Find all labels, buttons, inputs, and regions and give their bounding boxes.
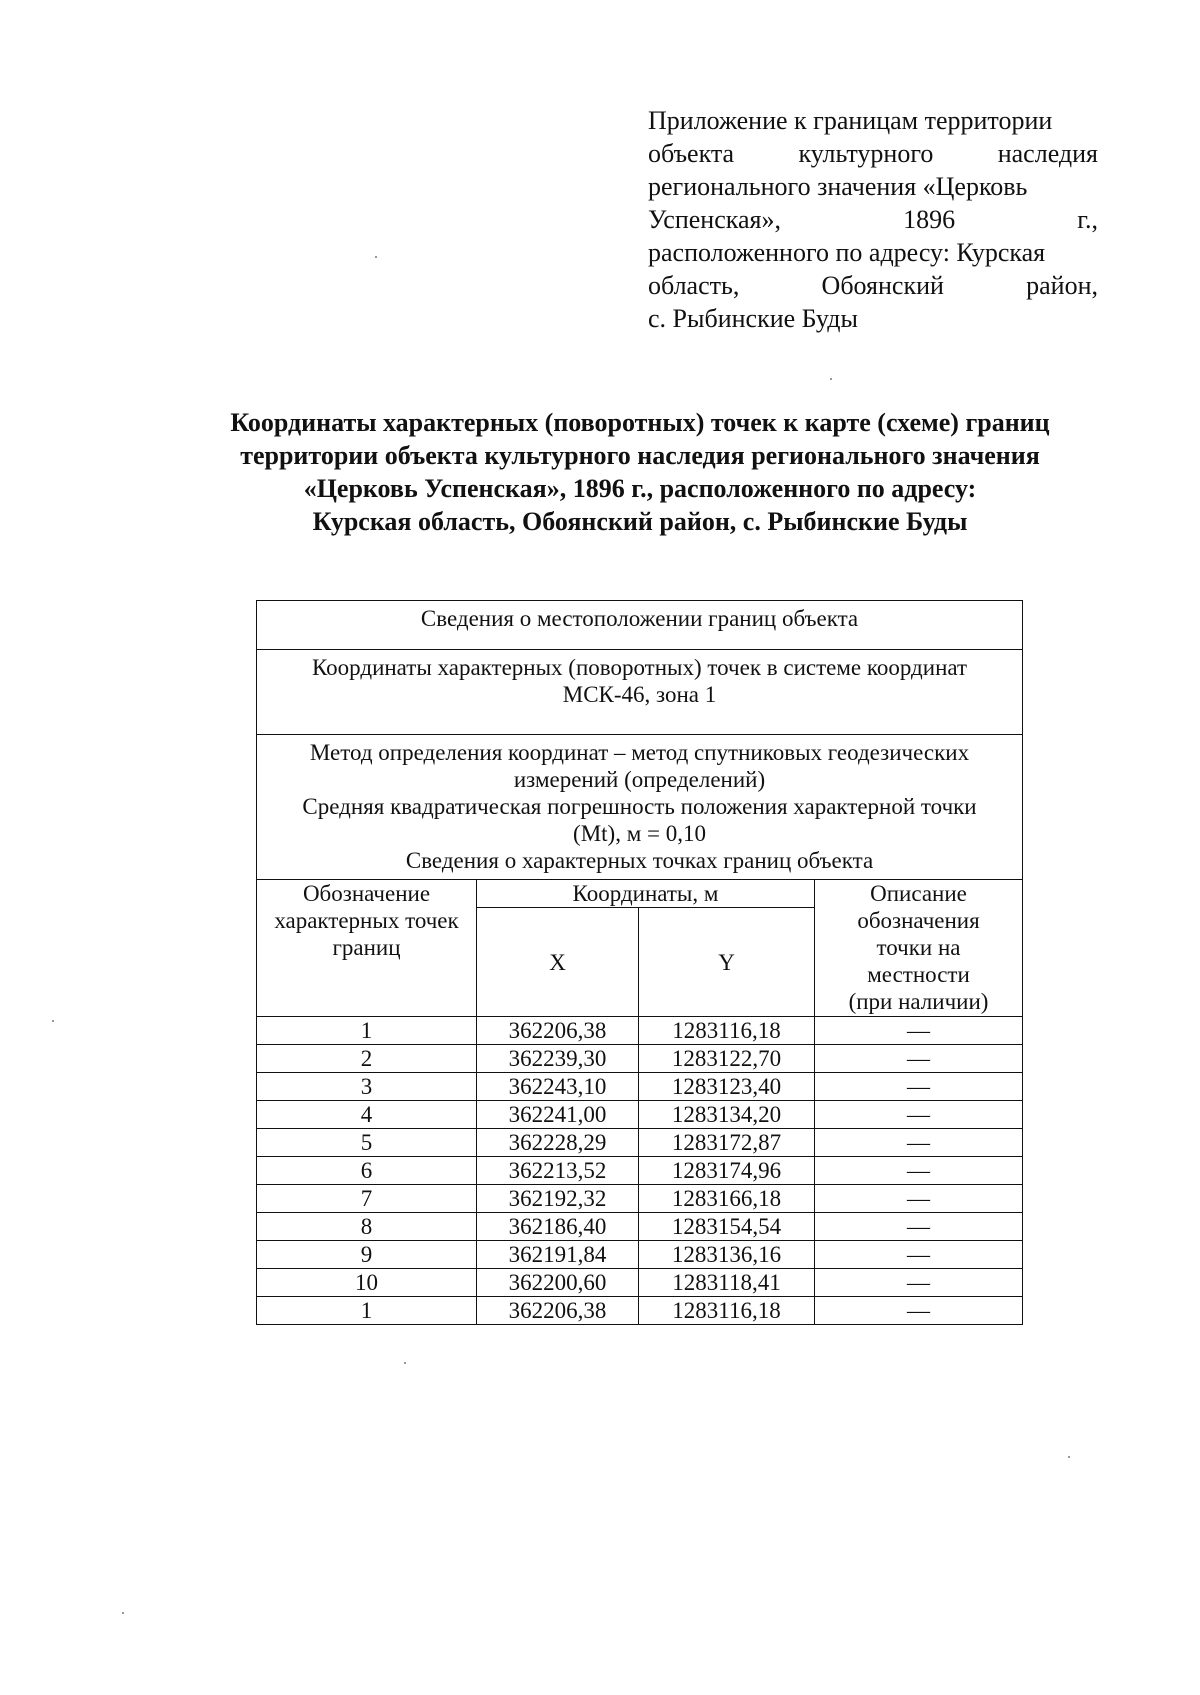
description-cell: — [815,1101,1023,1129]
table-row [257,1129,1023,1157]
y-cell: 1283174,96 [639,1157,815,1185]
method-cell: Метод определения координат – метод спутниковых геодезических измерений (определений) Средняя квадратическая погрешность положения характерной точки (Mt), м = 0,10 Сведения о характерных точках границ объекта [257,735,1023,880]
y-cell: 1283136,16 [639,1241,815,1269]
x-cell: 362228,29 [477,1129,639,1157]
table-row [257,1017,1023,1045]
title-line: территории объекта культурного наследия регионального значения [240,441,1040,470]
table-row [257,1157,1023,1185]
point-cell: 1 [257,1297,477,1325]
table-row [257,1101,1023,1129]
scan-speck [375,256,377,258]
description-cell: — [815,1269,1023,1297]
description-cell: — [815,1185,1023,1213]
point-cell: 4 [257,1101,477,1129]
table-header [257,601,1023,1017]
description-cell: — [815,1017,1023,1045]
point-cell: 8 [257,1213,477,1241]
y-cell: 1283122,70 [639,1045,815,1073]
description-cell: — [815,1297,1023,1325]
col-header-designation: Обозначение характерных точек границ [257,880,477,1017]
scan-speck [1068,1456,1070,1458]
x-cell: 362213,52 [477,1157,639,1185]
description-cell: — [815,1157,1023,1185]
x-cell: 362191,84 [477,1241,639,1269]
point-cell: 3 [257,1073,477,1101]
coordinates-table [256,600,1023,1325]
appendix-line: Успенская», 1896 г., [648,205,1098,234]
point-cell: 7 [257,1185,477,1213]
point-cell: 9 [257,1241,477,1269]
point-cell: 6 [257,1157,477,1185]
x-cell: 362186,40 [477,1213,639,1241]
document-title [150,406,1130,538]
x-cell: 362206,38 [477,1297,639,1325]
title-line: Координаты характерных (поворотных) точек к карте (схеме) границ [230,408,1050,437]
appendix-line: Приложение к границам территории [648,106,1053,135]
section-title-cell: Сведения о местоположении границ объекта [257,601,1023,650]
appendix-line: область, Обоянский район, [648,271,1098,300]
appendix-line: расположенного по адресу: Курская [648,238,1046,267]
col-header-x: X [477,908,639,1017]
scan-speck [52,1020,54,1022]
x-cell: 362243,10 [477,1073,639,1101]
y-cell: 1283116,18 [639,1017,815,1045]
x-cell: 362200,60 [477,1269,639,1297]
appendix-line: с. Рыбинские Буды [648,304,858,333]
table-row [257,1073,1023,1101]
table-row [257,1241,1023,1269]
y-cell: 1283166,18 [639,1185,815,1213]
table-body [257,1017,1023,1325]
appendix-line: регионального значения «Церковь [648,172,1028,201]
y-cell: 1283172,87 [639,1129,815,1157]
point-cell: 5 [257,1129,477,1157]
scan-speck [830,378,832,380]
description-cell: — [815,1045,1023,1073]
appendix-line: объекта культурного наследия [648,139,1098,168]
x-cell: 362192,32 [477,1185,639,1213]
y-cell: 1283123,40 [639,1073,815,1101]
point-cell: 1 [257,1017,477,1045]
title-line: «Церковь Успенская», 1896 г., расположенного по адресу: [303,474,977,503]
coord-system-cell: Координаты характерных (поворотных) точек в системе координат МСК-46, зона 1 [257,650,1023,735]
col-header-coordinates: Координаты, м [477,880,815,908]
col-header-description: Описание обозначения точки на местности (при наличии) [815,880,1023,1017]
table-row [257,1269,1023,1297]
title-line: Курская область, Обоянский район, с. Рыбинские Буды [312,507,968,536]
col-header-y: Y [639,908,815,1017]
x-cell: 362241,00 [477,1101,639,1129]
description-cell: — [815,1073,1023,1101]
y-cell: 1283118,41 [639,1269,815,1297]
description-cell: — [815,1129,1023,1157]
table-row [257,1213,1023,1241]
scan-speck [404,1362,406,1364]
appendix-note [648,104,1098,335]
x-cell: 362239,30 [477,1045,639,1073]
x-cell: 362206,38 [477,1017,639,1045]
y-cell: 1283134,20 [639,1101,815,1129]
scan-speck [122,1612,124,1614]
table-row [257,1045,1023,1073]
y-cell: 1283116,18 [639,1297,815,1325]
table-row [257,1185,1023,1213]
description-cell: — [815,1213,1023,1241]
point-cell: 2 [257,1045,477,1073]
y-cell: 1283154,54 [639,1213,815,1241]
table-row [257,1297,1023,1325]
description-cell: — [815,1241,1023,1269]
point-cell: 10 [257,1269,477,1297]
